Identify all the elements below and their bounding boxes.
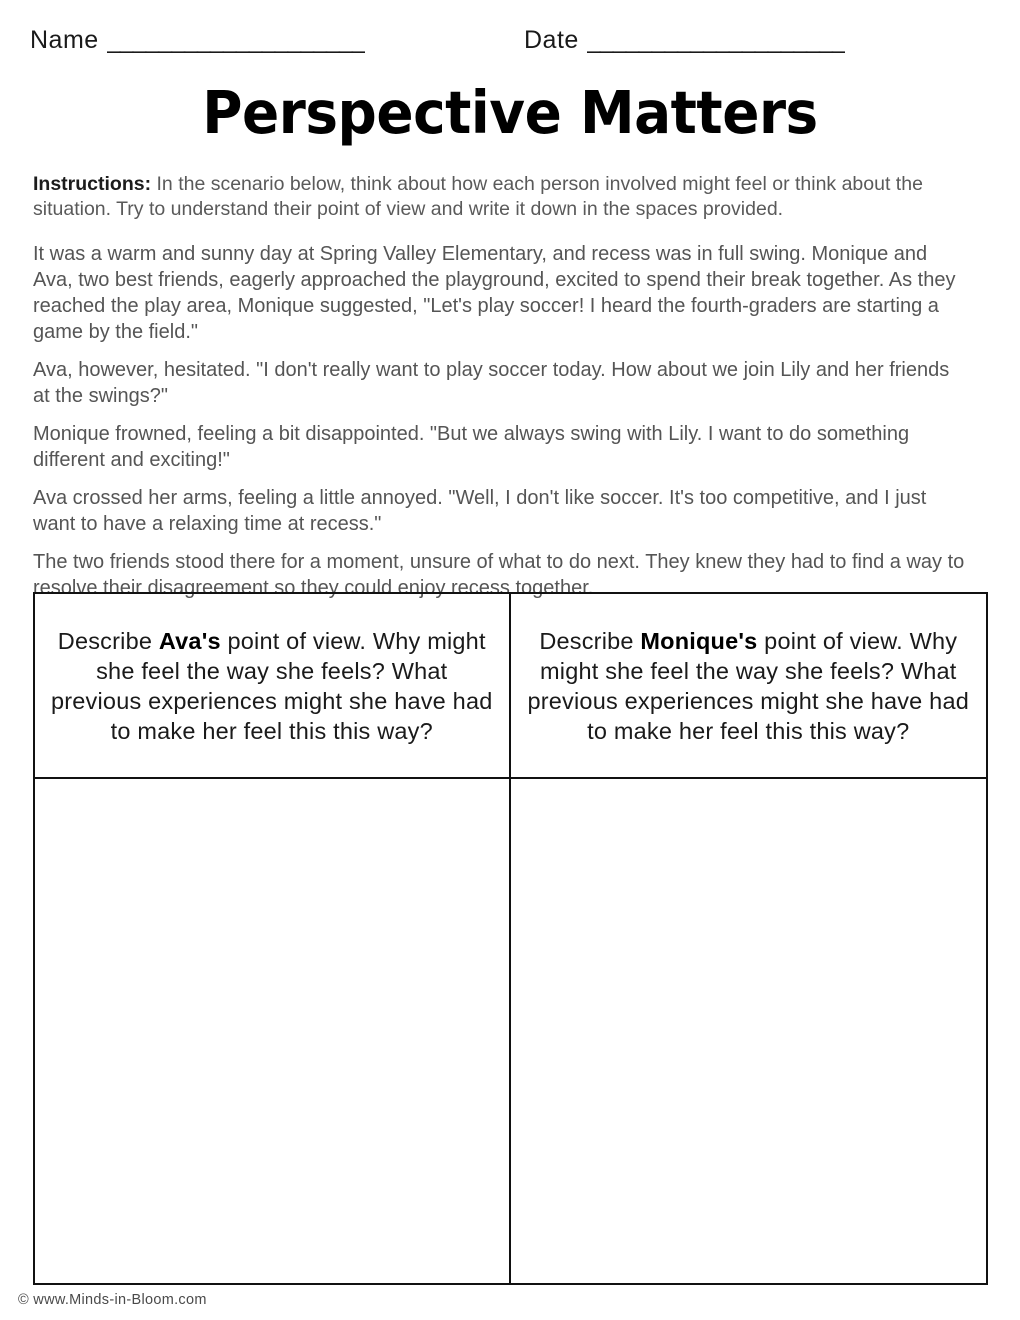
answer-area-ava[interactable] — [35, 779, 511, 1283]
name-write-line[interactable]: ____________________ — [106, 26, 365, 54]
scenario-paragraph-2: Ava, however, hesitated. "I don't really want to play soccer today. How about we join Lily and her friends at the swings?" — [33, 359, 950, 407]
prompt-text-ava — [49, 626, 495, 746]
instructions-label: Instructions: — [33, 173, 152, 195]
worksheet-body — [33, 172, 971, 601]
scenario-paragraph-5: The two friends stood there for a moment, unsure of what to do next. They knew they had to find a way to resolve their disagreement so they could enjoy recess together. — [33, 551, 965, 599]
answer-area-monique[interactable] — [511, 779, 987, 1283]
prompt-text-monique — [525, 626, 973, 746]
prompt-subject-ava: Ava's — [158, 627, 221, 654]
footer-credit: © www.Minds-in-Bloom.com — [18, 1292, 207, 1308]
date-write-line[interactable]: ____________________ — [586, 26, 845, 54]
prompt-cell-ava — [35, 594, 511, 777]
prompt-suffix-ava: point of view. Why might she feel the way she feels? What previous experiences might she have had to make her feel this this way? — [50, 627, 493, 744]
prompt-prefix-monique: Describe — [539, 627, 641, 654]
scenario-paragraph-3: Monique frowned, feeling a bit disappointed. "But we always swing with Lily. I want to do something different and exciting!" — [33, 423, 910, 471]
instructions-text: In the scenario below, think about how each person involved might feel or think about the situation. Try to understand their point of view and write it down in the spaces provided. — [33, 173, 923, 220]
prompt-prefix-ava: Describe — [57, 627, 159, 654]
name-date-header — [30, 26, 990, 55]
name-field[interactable] — [30, 26, 524, 55]
scenario-paragraph-1: It was a warm and sunny day at Spring Valley Elementary, and recess was in full swing. Monique and Ava, two best friends, eagerly approached the playground, excited to spend their break together. As they reached the play area, Monique suggested, "Let's play soccer! I heard the fourth-graders are starting a game by the field." — [33, 243, 956, 343]
answer-table — [33, 592, 988, 1285]
table-header-row — [35, 594, 986, 779]
page-title: Perspective Matters — [202, 78, 818, 147]
name-label: Name — [30, 26, 99, 54]
prompt-cell-monique — [511, 594, 987, 777]
instructions-paragraph — [33, 172, 971, 222]
table-answer-row — [35, 779, 986, 1283]
scenario-paragraph-4: Ava crossed her arms, feeling a little annoyed. "Well, I don't like soccer. It's too competitive, and I just want to have a relaxing time at recess." — [33, 487, 927, 535]
date-label: Date — [524, 26, 579, 54]
prompt-subject-monique: Monique's — [640, 627, 758, 654]
prompt-suffix-monique: point of view. Why might she feel the way she feels? What previous experiences might she have had to make her feel this this way? — [527, 627, 969, 744]
date-field[interactable] — [524, 26, 845, 55]
